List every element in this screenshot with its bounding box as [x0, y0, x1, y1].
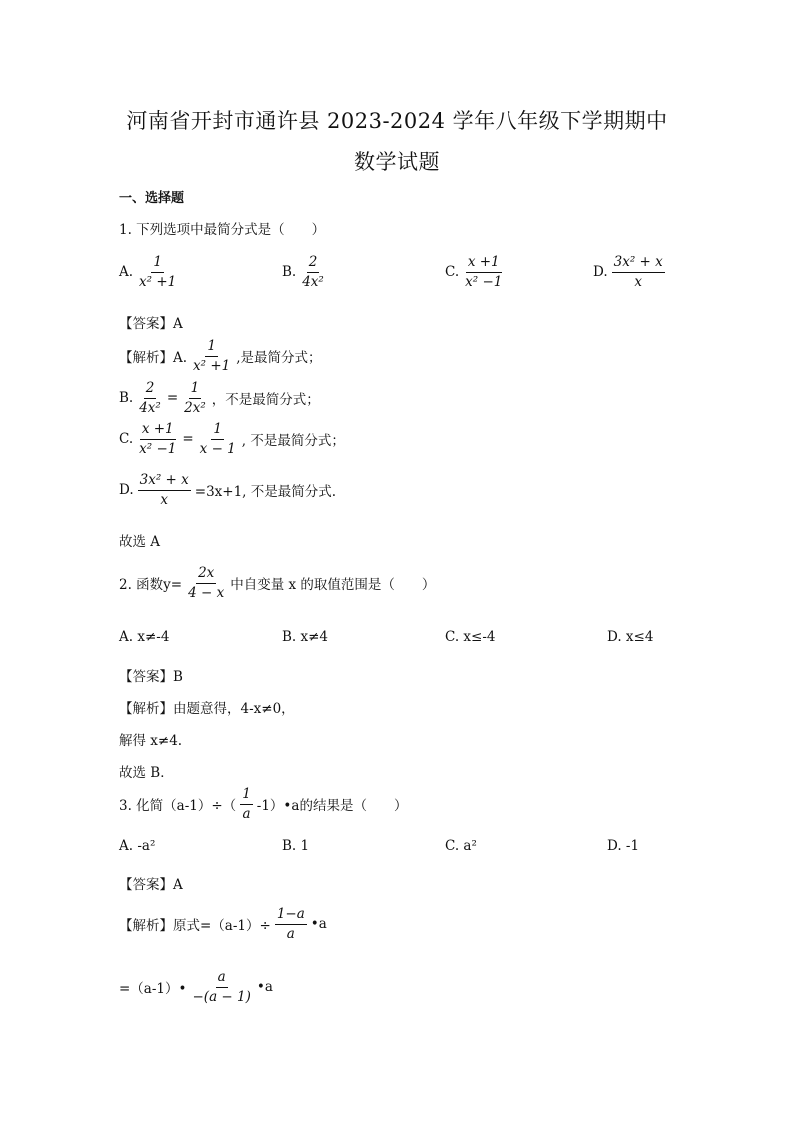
- stem-text: 2. 函数y=: [119, 577, 183, 594]
- q1-option-b: [282, 255, 330, 290]
- analysis-label: D.: [119, 482, 134, 499]
- option-label: A.: [119, 264, 134, 281]
- fraction: [191, 339, 232, 374]
- denominator: x² +1: [193, 357, 231, 374]
- denominator: 4 − x: [188, 584, 225, 601]
- numerator: 1: [240, 787, 253, 805]
- q1-answer: 【答案】A: [119, 316, 183, 332]
- fraction: [198, 422, 238, 457]
- q1-analysis-a: [119, 339, 322, 374]
- q1-conclusion: 故选 A: [119, 534, 161, 550]
- option-label: D.: [593, 264, 608, 281]
- option-label: B.: [282, 264, 297, 281]
- q2-option-d: D. x≤4: [607, 629, 654, 645]
- numerator: 3x² + x: [612, 255, 665, 273]
- numerator: x +1: [466, 255, 502, 273]
- q1-analysis-b: B. $\frac{2}{\text{4x²}}$ = $\frac{1}{\text{2x²}}$ ，不是最简分式；: [119, 380, 320, 416]
- denominator: x: [160, 491, 169, 508]
- numerator: a: [216, 970, 228, 988]
- analysis-text: =（a-1）•: [119, 981, 187, 998]
- fraction: [612, 255, 665, 290]
- fraction: [240, 787, 253, 822]
- analysis-text: ，不是最简分式；: [211, 392, 320, 409]
- analysis-text: •a: [256, 979, 273, 996]
- denominator: −(a − 1): [192, 988, 251, 1005]
- q3-stem: [119, 787, 407, 822]
- stem-text: 3. 化简（a-1）÷（: [119, 798, 237, 815]
- q2-analysis-2: 解得 x≠4.: [119, 733, 183, 749]
- fraction: [137, 422, 178, 457]
- stem-text: -1）•a的结果是（ ）: [256, 798, 408, 815]
- numerator: 1: [189, 381, 202, 399]
- numerator: 1: [205, 339, 218, 357]
- denominator: a: [242, 805, 251, 822]
- q3-option-b: B. 1: [282, 838, 310, 854]
- q2-option-b: B. x≠4: [282, 629, 329, 645]
- numerator: 1: [151, 255, 164, 273]
- denominator: x² +1: [139, 273, 177, 290]
- q1-stem: 1. 下列选项中最简分式是（ ）: [119, 222, 326, 238]
- fraction: [137, 381, 163, 416]
- fraction: [463, 255, 504, 290]
- stem-text: 中自变量 x 的取值范围是（ ）: [230, 577, 436, 594]
- numerator: 2x: [196, 566, 216, 584]
- q1-option-a: [119, 255, 182, 290]
- fraction: [137, 255, 178, 290]
- numerator: x +1: [140, 422, 176, 440]
- q2-option-a: A. x≠-4: [119, 629, 170, 645]
- analysis-text: 【解析】原式=（a-1）÷: [119, 918, 271, 935]
- analysis-label: 【解析】A.: [119, 350, 188, 367]
- fraction: [138, 473, 191, 508]
- fraction: [182, 381, 208, 416]
- fraction: [300, 255, 326, 290]
- q3-option-a: A. -a²: [119, 838, 156, 854]
- q3-analysis-2: [119, 970, 273, 1005]
- denominator: x: [634, 273, 643, 290]
- analysis-text: •a: [310, 916, 327, 933]
- q3-answer: 【答案】A: [119, 877, 183, 893]
- denominator: 4x²: [139, 399, 161, 416]
- numerator: 1: [211, 422, 224, 440]
- q3-analysis-1: [119, 907, 327, 942]
- q2-answer: 【答案】B: [119, 669, 183, 685]
- analysis-text: =3x+1, 不是最简分式.: [194, 484, 337, 501]
- q2-conclusion: 故选 B．: [119, 765, 174, 781]
- denominator: x − 1: [199, 440, 236, 457]
- document-subtitle: 数学试题: [354, 150, 440, 174]
- numerator: 1−a: [275, 907, 307, 925]
- numerator: 3x² + x: [138, 473, 191, 491]
- fraction: [190, 970, 252, 1005]
- section-heading: 一、选择题: [119, 191, 185, 206]
- analysis-label: B.: [119, 390, 134, 407]
- q1-analysis-c: C. $\frac{x +1}{\text{x² −1}}$ = $\frac{1}{x - 1}$ , 不是最简分式；: [119, 421, 345, 457]
- analysis-text: , 不是最简分式；: [241, 433, 345, 450]
- denominator: 2x²: [184, 399, 206, 416]
- document-title: 河南省开封市通许县 2023-2024 学年八年级下学期期中: [126, 109, 668, 133]
- q3-option-c: C. a²: [445, 838, 477, 854]
- q2-analysis-1: 【解析】由题意得，4-x≠0，: [119, 701, 295, 717]
- q1-option-d: [593, 255, 669, 290]
- q3-option-d: D. -1: [607, 838, 640, 854]
- option-label: C.: [445, 264, 460, 281]
- numerator: 2: [307, 255, 320, 273]
- q2-stem: [119, 566, 435, 601]
- numerator: 2: [144, 381, 157, 399]
- q1-option-c: [445, 255, 508, 290]
- denominator: 4x²: [302, 273, 324, 290]
- fraction: [186, 566, 226, 601]
- denominator: x² −1: [139, 440, 177, 457]
- analysis-label: C.: [119, 431, 134, 448]
- q1-analysis-d: [119, 473, 336, 508]
- fraction: [275, 907, 307, 942]
- q2-option-c: C. x≤-4: [445, 629, 496, 645]
- denominator: a: [286, 925, 295, 942]
- analysis-text: ,是最简分式；: [236, 350, 322, 367]
- denominator: x² −1: [465, 273, 503, 290]
